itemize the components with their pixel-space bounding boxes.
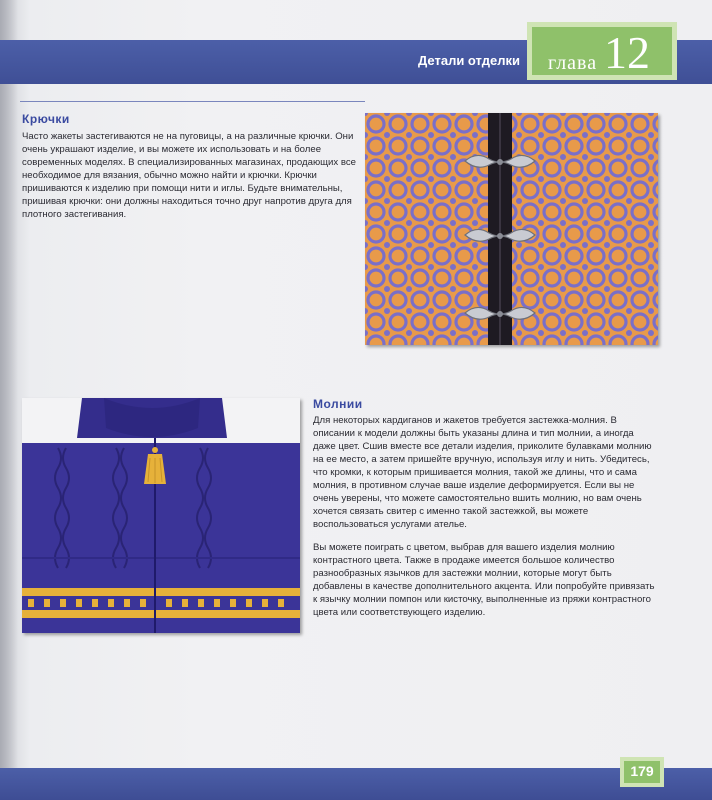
- sweater-photo: [22, 398, 300, 633]
- zippers-paragraph-1: Для некоторых кардиганов и жакетов требуется застежка-молния. В описании к модели должны быть указаны длина и тип молнии, а иногда даже цвет. Сшив вместе все детали изделия, приколите булавками молнию на ее место, а затем пришейте вручную, используя иглу и нить. Убедитесь, что кромки, к которым пришивается молния, такой же длины, что и сама молния, в противном случае ваше изделие деформируется. Если вы не очень уверены, что можете самостоятельно вшить молнию, но вам очень хочется связать свитер с именно такой застежкой, вы можете воспользоваться услугами ателье.: [313, 415, 652, 530]
- zippers-body: [313, 414, 658, 629]
- zippers-paragraph-2: Вы можете поиграть с цветом, выбрав для вашего изделия молнию контрастного цвета. Также в продаже имеется большое количество разнообразных язычков для застежки молнии, которые могут быть добавлены в качестве дополнительного акцента. Или попробуйте привязать к язычку молнии помпон или кисточку, выполненные из пряжи контрастного цвета или соответствующего изделию.: [313, 542, 655, 618]
- chapter-number: 12: [604, 27, 650, 78]
- chapter-label: глава: [548, 52, 598, 74]
- divider-line: [20, 101, 365, 102]
- page-number: 179: [630, 763, 654, 779]
- zippers-title: Молнии: [313, 397, 363, 411]
- hooks-paragraph: [22, 130, 357, 231]
- hooks-title: Крючки: [22, 112, 70, 126]
- fair-isle-band: [22, 588, 300, 618]
- gutter-shadow: [0, 0, 18, 800]
- section-heading: Детали отделки: [418, 53, 520, 68]
- hooks-photo: [365, 113, 658, 345]
- footer-bar: [0, 768, 712, 800]
- hooks-text: Часто жакеты застегиваются не на пуговицы, а на различные крючки. Они очень украшают изделие, и вы можете их использовать и на более современных моделях. В специализированных магазинах, продающих все необходимое для вязания, обычно можно найти и крючки. Крючки пришиваются к изделию при помощи нити и иглы. Будьте внимательны, пришивая крючки: они должны находиться точно друг напротив друга для плотного застегивания.: [22, 131, 356, 220]
